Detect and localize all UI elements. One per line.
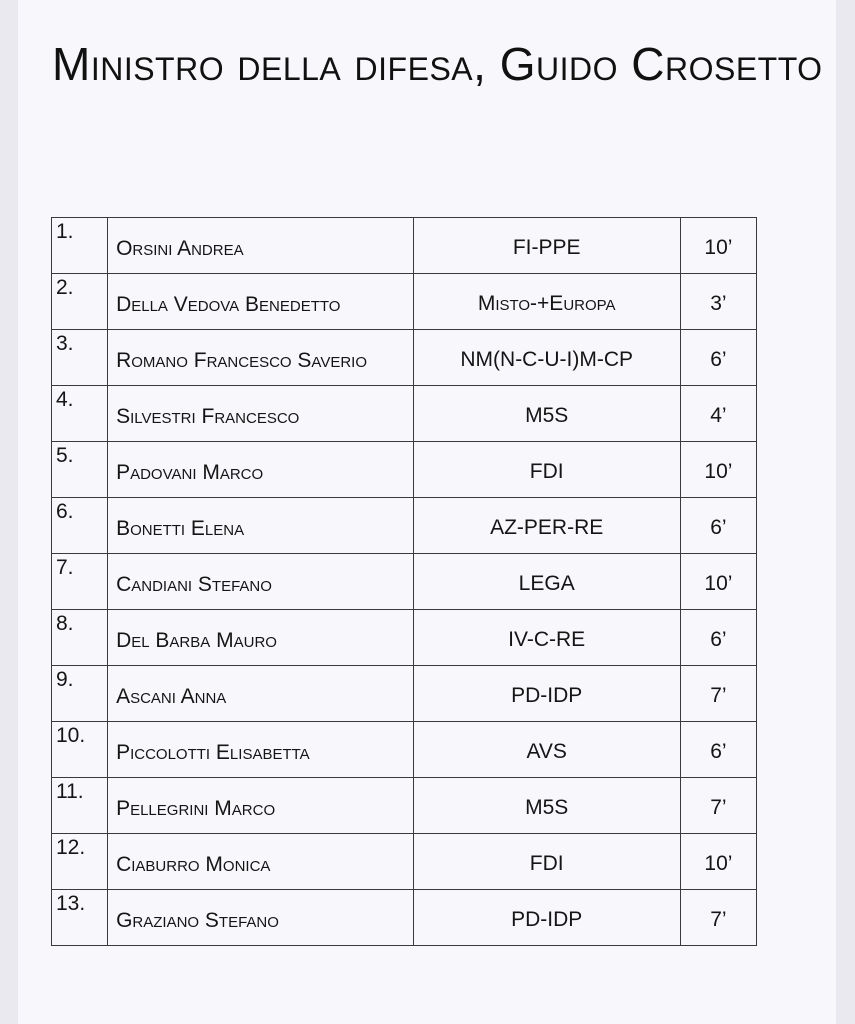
speaker-name: Pellegrini Marco (108, 778, 413, 834)
parliamentary-group: FDI (413, 442, 680, 498)
row-number: 2. (52, 274, 108, 330)
speaking-time: 10’ (680, 554, 756, 610)
speaker-name: Bonetti Elena (108, 498, 413, 554)
speaker-name: Candiani Stefano (108, 554, 413, 610)
speakers-table-body (52, 218, 757, 946)
row-number: 7. (52, 554, 108, 610)
speaker-name: Graziano Stefano (108, 890, 413, 946)
table-row (52, 330, 757, 386)
page-title: Ministro della difesa, Guido Crosetto (52, 38, 823, 90)
speaker-name: Del Barba Mauro (108, 610, 413, 666)
speaking-time: 10’ (680, 218, 756, 274)
speaking-time: 3’ (680, 274, 756, 330)
parliamentary-group: FI-PPE (413, 218, 680, 274)
speaker-name: Silvestri Francesco (108, 386, 413, 442)
row-number: 11. (52, 778, 108, 834)
speaker-name: Padovani Marco (108, 442, 413, 498)
table-row (52, 274, 757, 330)
table-row (52, 610, 757, 666)
table-row (52, 666, 757, 722)
row-number: 12. (52, 834, 108, 890)
row-number: 3. (52, 330, 108, 386)
document-page (18, 0, 836, 1024)
parliamentary-group: PD-IDP (413, 890, 680, 946)
row-number: 1. (52, 218, 108, 274)
row-number: 10. (52, 722, 108, 778)
table-row (52, 778, 757, 834)
speaking-time: 7’ (680, 778, 756, 834)
table-row (52, 386, 757, 442)
speaking-time: 4’ (680, 386, 756, 442)
table-row (52, 442, 757, 498)
speaking-time: 7’ (680, 666, 756, 722)
parliamentary-group: Misto-+Europa (413, 274, 680, 330)
table-row (52, 498, 757, 554)
table-row (52, 218, 757, 274)
speaker-name: Della Vedova Benedetto (108, 274, 413, 330)
row-number: 4. (52, 386, 108, 442)
parliamentary-group: M5S (413, 778, 680, 834)
speaking-time: 6’ (680, 610, 756, 666)
speaking-time: 6’ (680, 330, 756, 386)
parliamentary-group: NM(N-C-U-I)M-CP (413, 330, 680, 386)
table-row (52, 890, 757, 946)
row-number: 13. (52, 890, 108, 946)
table-row (52, 834, 757, 890)
speaking-time: 10’ (680, 834, 756, 890)
speaker-name: Ciaburro Monica (108, 834, 413, 890)
parliamentary-group: PD-IDP (413, 666, 680, 722)
row-number: 5. (52, 442, 108, 498)
speaking-time: 7’ (680, 890, 756, 946)
speaking-time: 6’ (680, 498, 756, 554)
speaker-name: Orsini Andrea (108, 218, 413, 274)
row-number: 8. (52, 610, 108, 666)
parliamentary-group: AZ-PER-RE (413, 498, 680, 554)
speaking-time: 6’ (680, 722, 756, 778)
parliamentary-group: FDI (413, 834, 680, 890)
row-number: 9. (52, 666, 108, 722)
table-row (52, 722, 757, 778)
row-number: 6. (52, 498, 108, 554)
speakers-table (51, 217, 757, 946)
table-row (52, 554, 757, 610)
parliamentary-group: IV-C-RE (413, 610, 680, 666)
speaker-name: Romano Francesco Saverio (108, 330, 413, 386)
parliamentary-group: AVS (413, 722, 680, 778)
parliamentary-group: LEGA (413, 554, 680, 610)
speaking-time: 10’ (680, 442, 756, 498)
speaker-name: Piccolotti Elisabetta (108, 722, 413, 778)
parliamentary-group: M5S (413, 386, 680, 442)
speaker-name: Ascani Anna (108, 666, 413, 722)
